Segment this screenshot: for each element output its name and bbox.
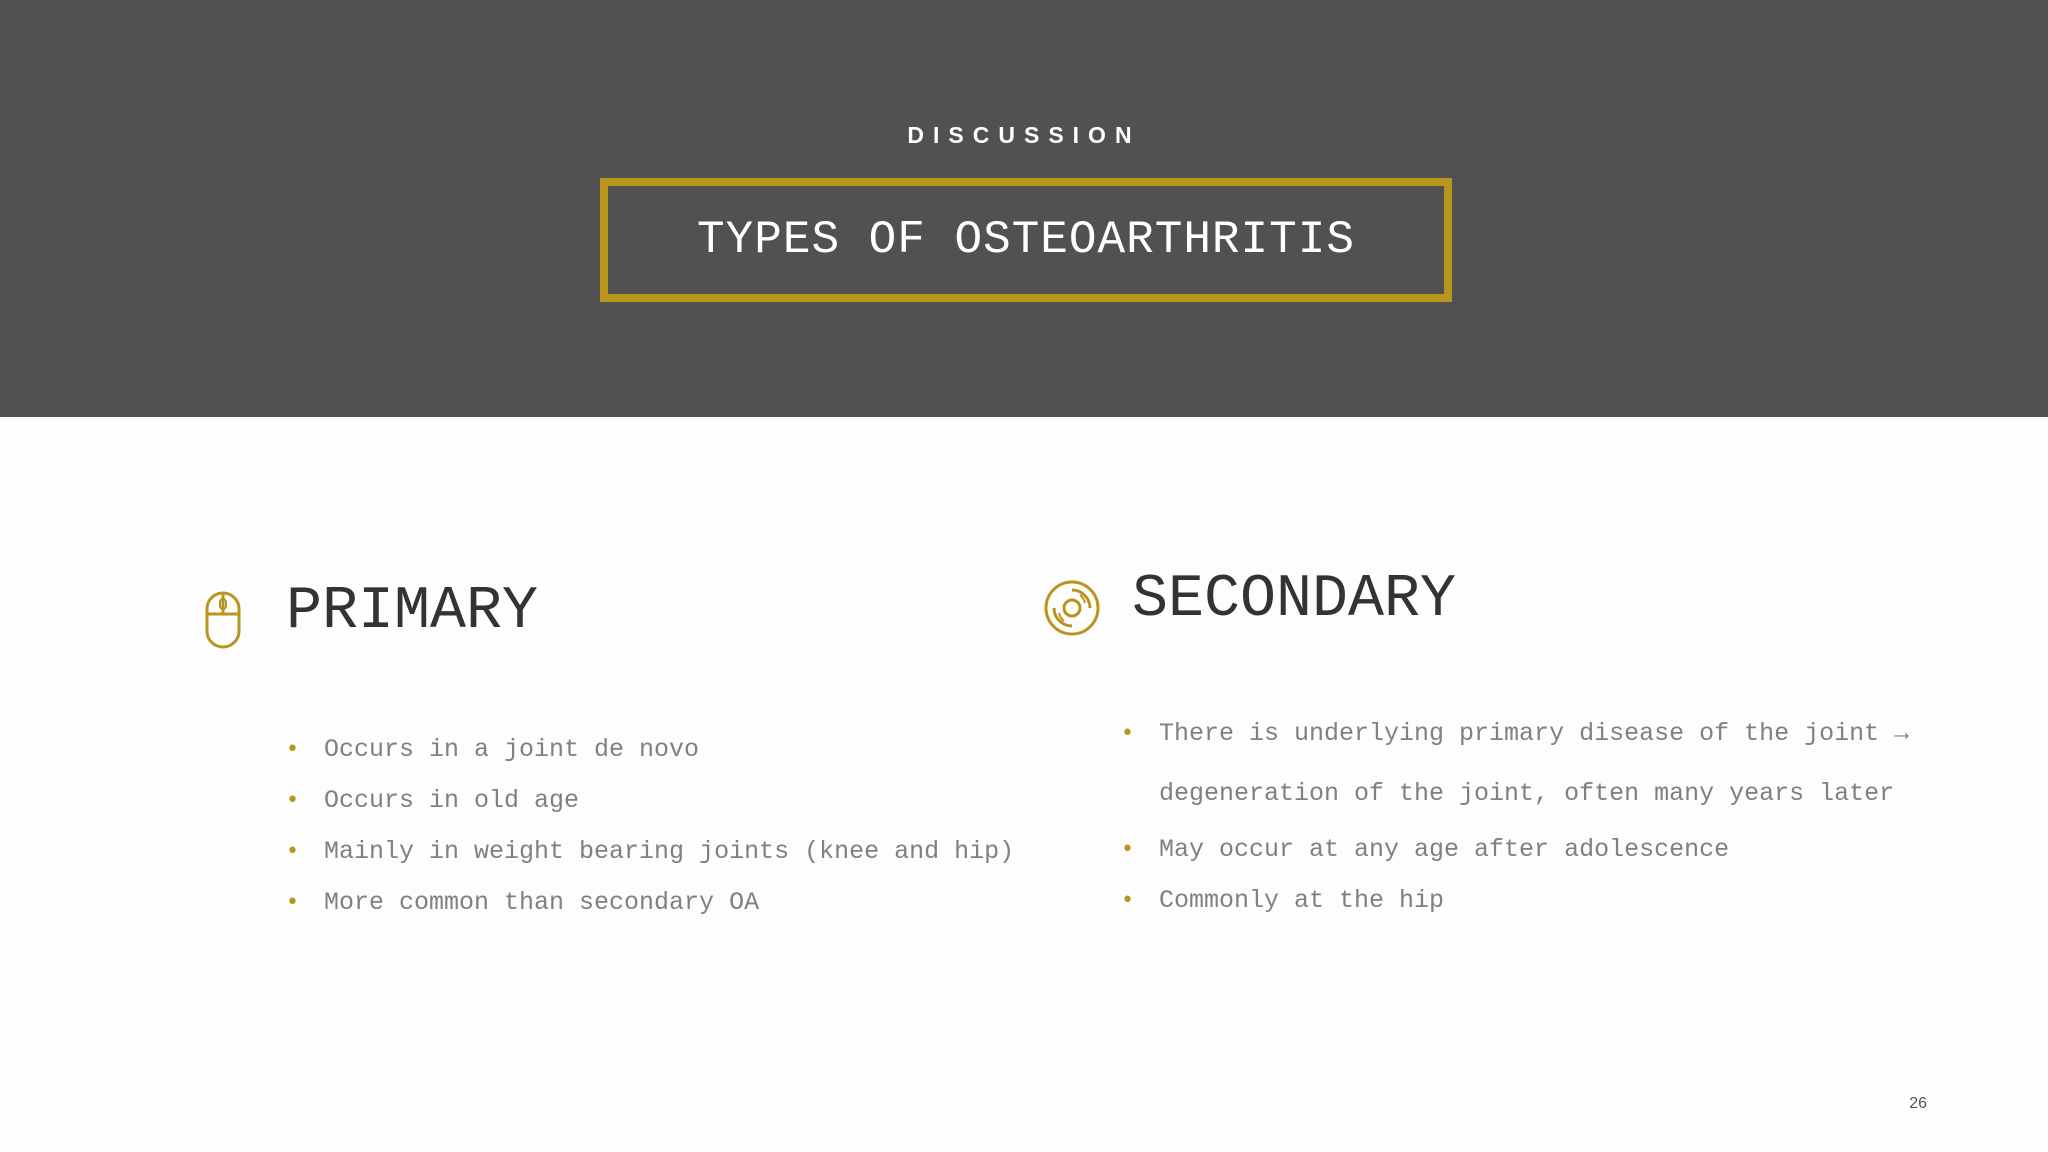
mouse-icon (204, 590, 242, 655)
disc-icon (1042, 578, 1102, 643)
list-item: • There is underlying primary disease of the joint → degeneration of the joint, often many years later (1121, 704, 1941, 824)
title-frame (600, 178, 1452, 302)
section-kicker: DISCUSSION (907, 122, 1141, 148)
secondary-heading: SECONDARY (1132, 566, 1457, 634)
secondary-bullet-list (1121, 704, 1941, 926)
slide-title: TYPES OF OSTEOARTHRITIS (697, 214, 1355, 266)
list-item: • May occur at any age after adolescence (1121, 824, 1941, 875)
list-item: • Mainly in weight bearing joints (knee and hip) (286, 826, 1046, 877)
list-item: • Occurs in a joint de novo (286, 724, 1046, 775)
list-item: • More common than secondary OA (286, 877, 1046, 928)
list-item: • Commonly at the hip (1121, 875, 1941, 926)
list-item: • Occurs in old age (286, 775, 1046, 826)
page-number: 26 (1909, 1095, 1927, 1112)
primary-bullet-list (286, 724, 1046, 928)
primary-heading: PRIMARY (286, 578, 539, 646)
